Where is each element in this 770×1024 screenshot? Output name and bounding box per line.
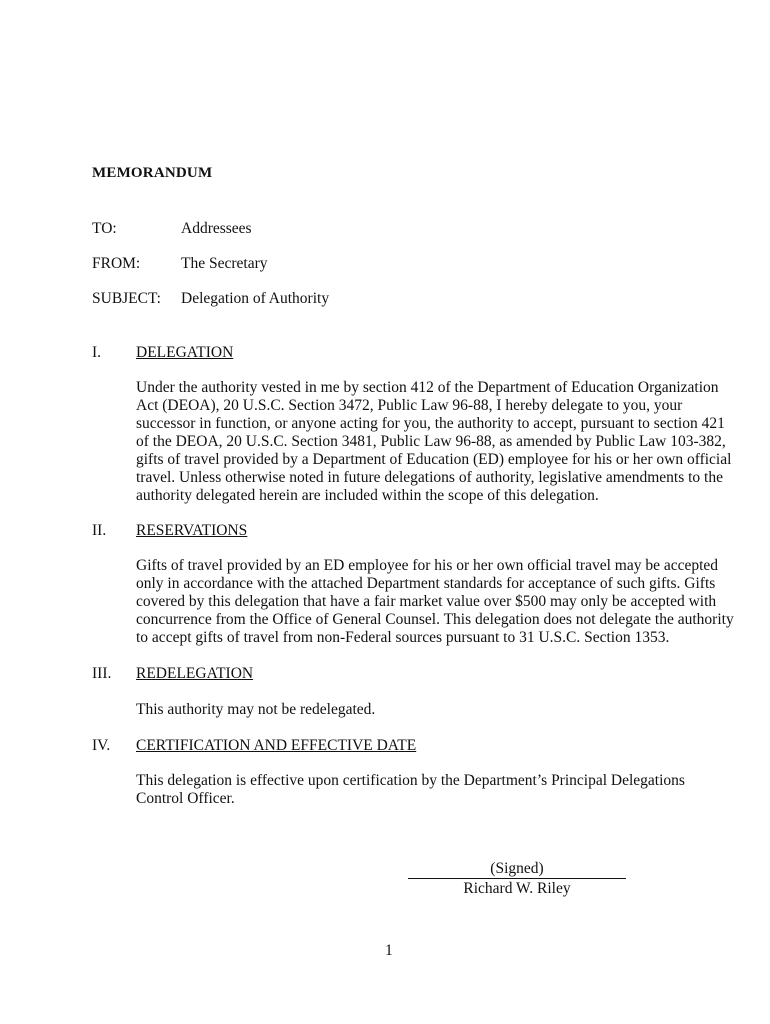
section-body-delegation: Under the authority vested in me by section 412 of the Department of Education Organization Act (DEOA), 20 U.S.C. Section 3472, Public Law 96-88, I hereby delegate to you, your successor in function, or anyone acting for you, the authority to accept, pursuant to section 421 of the DEOA, 20 U.S.C. Section 3481, Public Law 96-88, as amended by Public Law 103-382, gifts of travel provided by a Department of Education (ED) employee for his or her own official travel. Unless otherwise noted in future delegations of authority, legislative amendments to the authority delegated herein are included within the scope of this delegation.: [136, 379, 732, 504]
section-number: I.: [92, 344, 102, 361]
from-label: FROM:: [92, 255, 141, 272]
signer-name: Richard W. Riley: [463, 880, 571, 897]
memo-title: MEMORANDUM: [92, 165, 213, 181]
signature-line: (Signed): [408, 860, 626, 879]
to-value: Addressees: [181, 220, 252, 237]
from-value: The Secretary: [181, 255, 268, 272]
section-body-redelegation: This authority may not be redelegated.: [136, 701, 376, 718]
subject-label: SUBJECT:: [92, 290, 161, 307]
signature-block: [408, 860, 626, 898]
section-number: III.: [92, 665, 112, 682]
section-number: IV.: [92, 737, 111, 754]
section-heading-certification: CERTIFICATION AND EFFECTIVE DATE: [136, 737, 417, 754]
subject-value: Delegation of Authority: [181, 290, 330, 307]
section-body-reservations: Gifts of travel provided by an ED employee for his or her own official travel may be accepted only in accordance with the attached Department standards for acceptance of such gifts. Gifts covered by this delegation that have a fair market value over $500 may only be accepted with concurrence from the Office of General Counsel. This delegation does not delegate the authority to accept gifts of travel from non-Federal sources pursuant to 31 U.S.C. Section 1353.: [136, 557, 734, 646]
section-body-certification: This delegation is effective upon certification by the Department’s Principal Delegations Control Officer.: [136, 772, 685, 807]
section-number: II.: [92, 522, 107, 539]
section-heading-redelegation: REDELEGATION: [136, 665, 254, 682]
section-heading-reservations: RESERVATIONS: [136, 522, 248, 539]
page-number: 1: [385, 942, 393, 959]
to-label: TO:: [92, 220, 117, 237]
section-heading-delegation: DELEGATION: [136, 344, 234, 361]
